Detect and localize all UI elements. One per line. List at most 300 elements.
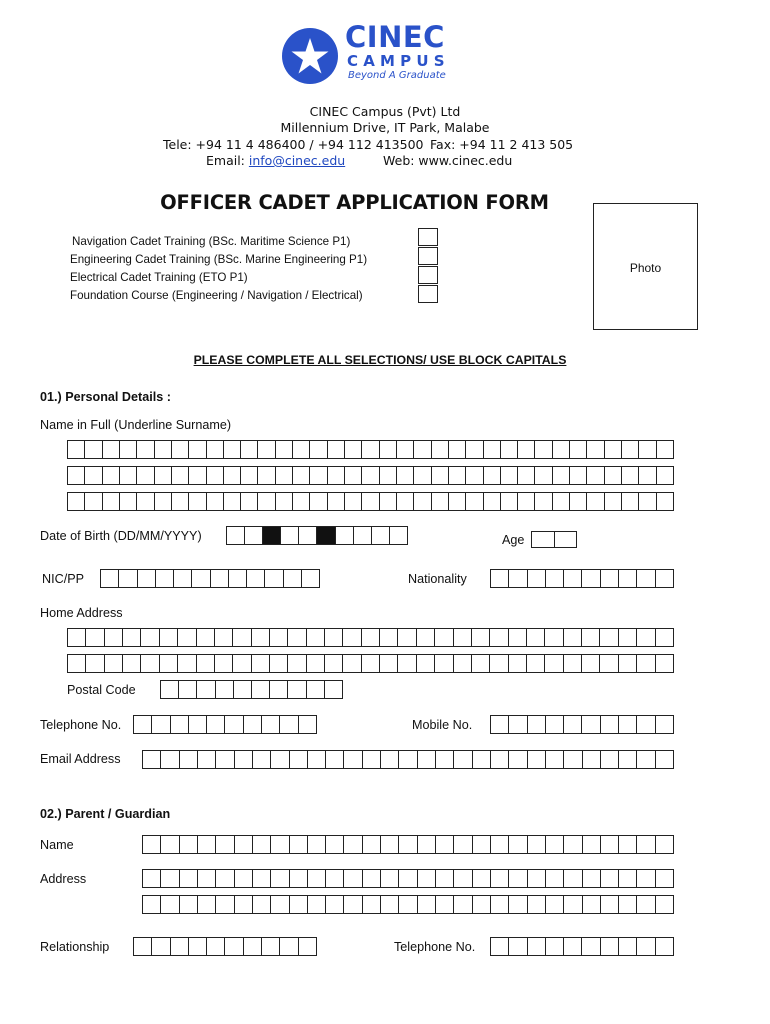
character-cell[interactable] [252, 681, 270, 698]
character-cell[interactable] [657, 467, 673, 484]
character-cell[interactable] [381, 870, 399, 887]
character-cell[interactable] [418, 751, 436, 768]
character-cell[interactable] [435, 629, 453, 646]
character-cell[interactable] [216, 870, 234, 887]
character-cell[interactable] [178, 655, 196, 672]
character-cell[interactable] [290, 870, 308, 887]
character-cell[interactable] [362, 467, 379, 484]
character-cell[interactable] [509, 836, 527, 853]
character-cell[interactable] [271, 896, 289, 913]
character-cell[interactable] [307, 655, 325, 672]
character-cell[interactable] [564, 655, 582, 672]
character-cell[interactable] [363, 870, 381, 887]
character-cell[interactable] [398, 629, 416, 646]
character-cell[interactable] [216, 836, 234, 853]
character-cell[interactable] [466, 441, 483, 458]
character-cell[interactable] [161, 896, 179, 913]
character-cell[interactable] [68, 655, 86, 672]
character-cell[interactable] [509, 751, 527, 768]
character-cell[interactable] [308, 751, 326, 768]
character-cell[interactable] [229, 570, 247, 587]
character-cell[interactable] [527, 655, 545, 672]
character-cell[interactable] [582, 938, 600, 955]
character-cell[interactable] [545, 655, 563, 672]
character-cell[interactable] [491, 836, 509, 853]
character-cell[interactable] [509, 870, 527, 887]
character-cell[interactable] [198, 836, 216, 853]
character-cell[interactable] [155, 441, 172, 458]
character-cell[interactable] [553, 493, 570, 510]
character-cell[interactable] [553, 441, 570, 458]
character-cell[interactable] [637, 896, 655, 913]
character-cell[interactable] [156, 570, 174, 587]
character-cell[interactable] [545, 629, 563, 646]
character-cell[interactable] [160, 655, 178, 672]
character-cell[interactable] [454, 655, 472, 672]
character-cell[interactable] [454, 629, 472, 646]
home-address-line-2[interactable] [67, 654, 674, 673]
character-cell[interactable] [172, 467, 189, 484]
character-cell[interactable] [161, 836, 179, 853]
character-cell[interactable] [161, 751, 179, 768]
character-cell[interactable] [293, 441, 310, 458]
checkbox-electrical[interactable] [418, 266, 438, 284]
character-cell[interactable] [270, 681, 288, 698]
character-cell[interactable] [399, 896, 417, 913]
character-cell[interactable] [293, 493, 310, 510]
character-cell[interactable] [509, 570, 527, 587]
email-link[interactable]: info@cinec.edu [248, 153, 346, 168]
character-cell[interactable] [619, 716, 637, 733]
postal-code-input[interactable] [160, 680, 343, 699]
character-cell[interactable] [227, 527, 245, 544]
character-cell[interactable] [637, 655, 655, 672]
character-cell[interactable] [362, 629, 380, 646]
character-cell[interactable] [299, 527, 317, 544]
character-cell[interactable] [583, 836, 601, 853]
character-cell[interactable] [449, 441, 466, 458]
character-cell[interactable] [637, 938, 655, 955]
character-cell[interactable] [288, 629, 306, 646]
character-cell[interactable] [528, 570, 546, 587]
character-cell[interactable] [414, 493, 431, 510]
character-cell[interactable] [605, 493, 622, 510]
character-cell[interactable] [362, 655, 380, 672]
checkbox-engineering[interactable] [418, 247, 438, 265]
character-cell[interactable] [138, 570, 156, 587]
character-cell[interactable] [601, 836, 619, 853]
character-cell[interactable] [103, 493, 120, 510]
character-cell[interactable] [207, 493, 224, 510]
character-cell[interactable] [241, 493, 258, 510]
parent-address-line-1[interactable] [142, 869, 674, 888]
character-cell[interactable] [253, 751, 271, 768]
character-cell[interactable] [532, 532, 555, 547]
character-cell[interactable] [310, 441, 327, 458]
full-name-line-3[interactable] [67, 492, 674, 511]
character-cell[interactable] [119, 570, 137, 587]
photo-box[interactable] [593, 203, 698, 330]
character-cell[interactable] [582, 570, 600, 587]
character-cell[interactable] [601, 896, 619, 913]
character-cell[interactable] [637, 629, 655, 646]
character-cell[interactable] [197, 681, 215, 698]
full-name-line-1[interactable] [67, 440, 674, 459]
character-cell[interactable] [280, 938, 298, 955]
character-cell[interactable] [189, 493, 206, 510]
character-cell[interactable] [619, 938, 637, 955]
character-cell[interactable] [215, 629, 233, 646]
character-cell[interactable] [546, 751, 564, 768]
character-cell[interactable] [535, 467, 552, 484]
character-cell[interactable] [546, 716, 564, 733]
character-cell[interactable] [535, 441, 552, 458]
character-cell[interactable] [619, 751, 637, 768]
character-cell[interactable] [466, 493, 483, 510]
character-cell[interactable] [284, 570, 302, 587]
character-cell[interactable] [224, 493, 241, 510]
character-cell[interactable] [362, 441, 379, 458]
character-cell[interactable] [134, 938, 152, 955]
checkbox-navigation[interactable] [418, 228, 438, 246]
character-cell[interactable] [656, 836, 673, 853]
character-cell[interactable] [134, 716, 152, 733]
character-cell[interactable] [570, 467, 587, 484]
character-cell[interactable] [308, 870, 326, 887]
character-cell[interactable] [137, 467, 154, 484]
character-cell[interactable] [414, 441, 431, 458]
character-cell[interactable] [454, 836, 472, 853]
character-cell[interactable] [326, 751, 344, 768]
character-cell[interactable] [345, 467, 362, 484]
character-cell[interactable] [390, 527, 407, 544]
character-cell[interactable] [432, 493, 449, 510]
character-cell[interactable] [418, 836, 436, 853]
character-cell[interactable] [343, 655, 361, 672]
character-cell[interactable] [171, 938, 189, 955]
character-cell[interactable] [152, 938, 170, 955]
character-cell[interactable] [328, 467, 345, 484]
character-cell[interactable] [120, 467, 137, 484]
character-cell[interactable] [189, 441, 206, 458]
character-cell[interactable] [207, 441, 224, 458]
checkbox-foundation[interactable] [418, 285, 438, 303]
character-cell[interactable] [398, 655, 416, 672]
character-cell[interactable] [216, 896, 234, 913]
character-cell[interactable] [605, 441, 622, 458]
email-address-input[interactable] [142, 750, 674, 769]
character-cell[interactable] [619, 836, 637, 853]
character-cell[interactable] [601, 938, 619, 955]
character-cell[interactable] [258, 441, 275, 458]
character-cell[interactable] [397, 493, 414, 510]
character-cell[interactable] [490, 655, 508, 672]
character-cell[interactable] [473, 896, 491, 913]
character-cell[interactable] [307, 629, 325, 646]
character-cell[interactable] [247, 570, 265, 587]
character-cell[interactable] [656, 716, 673, 733]
character-cell[interactable] [637, 716, 655, 733]
full-name-line-2[interactable] [67, 466, 674, 485]
character-cell[interactable] [85, 493, 102, 510]
character-cell[interactable] [564, 870, 582, 887]
character-cell[interactable] [564, 751, 582, 768]
character-cell[interactable] [198, 870, 216, 887]
character-cell[interactable] [141, 629, 159, 646]
character-cell[interactable] [491, 896, 509, 913]
character-cell[interactable] [436, 751, 454, 768]
character-cell[interactable] [290, 896, 308, 913]
character-cell[interactable] [215, 655, 233, 672]
character-cell[interactable] [137, 493, 154, 510]
character-cell[interactable] [290, 751, 308, 768]
character-cell[interactable] [155, 493, 172, 510]
character-cell[interactable] [417, 655, 435, 672]
character-cell[interactable] [233, 655, 251, 672]
character-cell[interactable] [509, 629, 527, 646]
character-cell[interactable] [160, 629, 178, 646]
character-cell[interactable] [198, 896, 216, 913]
character-cell[interactable] [308, 836, 326, 853]
character-cell[interactable] [326, 870, 344, 887]
home-address-line-1[interactable] [67, 628, 674, 647]
character-cell[interactable] [509, 716, 527, 733]
character-cell[interactable] [103, 467, 120, 484]
character-cell[interactable] [546, 836, 564, 853]
character-cell[interactable] [172, 441, 189, 458]
character-cell[interactable] [380, 629, 398, 646]
character-cell[interactable] [564, 716, 582, 733]
character-cell[interactable] [120, 441, 137, 458]
age-input[interactable] [531, 531, 577, 548]
character-cell[interactable] [501, 441, 518, 458]
character-cell[interactable] [328, 493, 345, 510]
character-cell[interactable] [288, 655, 306, 672]
character-cell[interactable] [326, 836, 344, 853]
parent-name-input[interactable] [142, 835, 674, 854]
character-cell[interactable] [105, 655, 123, 672]
character-cell[interactable] [656, 938, 673, 955]
character-cell[interactable] [265, 570, 283, 587]
character-cell[interactable] [345, 493, 362, 510]
character-cell[interactable] [484, 467, 501, 484]
character-cell[interactable] [363, 751, 381, 768]
character-cell[interactable] [180, 836, 198, 853]
character-cell[interactable] [570, 493, 587, 510]
character-cell[interactable] [619, 570, 637, 587]
character-cell[interactable] [605, 467, 622, 484]
character-cell[interactable] [290, 836, 308, 853]
character-cell[interactable] [546, 870, 564, 887]
character-cell[interactable] [235, 751, 253, 768]
character-cell[interactable] [281, 527, 299, 544]
character-cell[interactable] [454, 751, 472, 768]
character-cell[interactable] [600, 629, 618, 646]
character-cell[interactable] [180, 751, 198, 768]
character-cell[interactable] [399, 751, 417, 768]
character-cell[interactable] [105, 629, 123, 646]
character-cell[interactable] [601, 570, 619, 587]
parent-telephone-input[interactable] [490, 937, 674, 956]
character-cell[interactable] [484, 493, 501, 510]
character-cell[interactable] [363, 836, 381, 853]
character-cell[interactable] [490, 629, 508, 646]
character-cell[interactable] [622, 441, 639, 458]
character-cell[interactable] [363, 896, 381, 913]
character-cell[interactable] [380, 467, 397, 484]
character-cell[interactable] [85, 441, 102, 458]
character-cell[interactable] [328, 441, 345, 458]
character-cell[interactable] [86, 655, 104, 672]
character-cell[interactable] [582, 629, 600, 646]
character-cell[interactable] [656, 896, 673, 913]
character-cell[interactable] [344, 870, 362, 887]
character-cell[interactable] [343, 629, 361, 646]
character-cell[interactable] [484, 441, 501, 458]
telephone-input[interactable] [133, 715, 317, 734]
character-cell[interactable] [399, 870, 417, 887]
character-cell[interactable] [601, 870, 619, 887]
character-cell[interactable] [258, 493, 275, 510]
character-cell[interactable] [435, 655, 453, 672]
character-cell[interactable] [601, 716, 619, 733]
character-cell[interactable] [216, 681, 234, 698]
character-cell[interactable] [310, 493, 327, 510]
character-cell[interactable] [253, 836, 271, 853]
character-cell[interactable] [501, 493, 518, 510]
character-cell[interactable] [197, 655, 215, 672]
character-cell[interactable] [344, 751, 362, 768]
character-cell[interactable] [564, 570, 582, 587]
character-cell[interactable] [345, 441, 362, 458]
character-cell[interactable] [143, 751, 161, 768]
character-cell[interactable] [601, 751, 619, 768]
character-cell[interactable] [414, 467, 431, 484]
character-cell[interactable] [234, 681, 252, 698]
character-cell[interactable] [432, 467, 449, 484]
nationality-input[interactable] [490, 569, 674, 588]
character-cell[interactable] [381, 896, 399, 913]
character-cell[interactable] [235, 896, 253, 913]
character-cell[interactable] [310, 467, 327, 484]
character-cell[interactable] [518, 493, 535, 510]
character-cell[interactable] [657, 441, 673, 458]
character-cell[interactable] [436, 896, 454, 913]
character-cell[interactable] [307, 681, 325, 698]
character-cell[interactable] [152, 716, 170, 733]
character-cell[interactable] [637, 870, 655, 887]
character-cell[interactable] [174, 570, 192, 587]
character-cell[interactable] [253, 896, 271, 913]
character-cell[interactable] [564, 836, 582, 853]
character-cell[interactable] [622, 493, 639, 510]
character-cell[interactable] [528, 836, 546, 853]
character-cell[interactable] [241, 441, 258, 458]
character-cell[interactable] [244, 716, 262, 733]
character-cell[interactable] [583, 896, 601, 913]
character-cell[interactable] [491, 716, 509, 733]
character-cell[interactable] [600, 655, 618, 672]
character-cell[interactable] [583, 870, 601, 887]
character-cell[interactable] [262, 716, 280, 733]
character-cell[interactable] [258, 467, 275, 484]
character-cell[interactable] [271, 836, 289, 853]
character-cell[interactable] [207, 467, 224, 484]
character-cell[interactable] [252, 629, 270, 646]
character-cell[interactable] [244, 938, 262, 955]
character-cell[interactable] [225, 716, 243, 733]
character-cell[interactable] [582, 716, 600, 733]
character-cell[interactable] [354, 527, 372, 544]
character-cell[interactable] [325, 681, 342, 698]
character-cell[interactable] [192, 570, 210, 587]
character-cell[interactable] [501, 467, 518, 484]
character-cell[interactable] [336, 527, 354, 544]
character-cell[interactable] [473, 836, 491, 853]
dob-input[interactable] [226, 526, 408, 545]
character-cell[interactable] [380, 493, 397, 510]
character-cell[interactable] [180, 896, 198, 913]
character-cell[interactable] [276, 493, 293, 510]
character-cell[interactable] [619, 629, 637, 646]
nic-input[interactable] [100, 569, 320, 588]
character-cell[interactable] [587, 493, 604, 510]
character-cell[interactable] [472, 629, 490, 646]
character-cell[interactable] [656, 629, 673, 646]
character-cell[interactable] [197, 629, 215, 646]
character-cell[interactable] [553, 467, 570, 484]
character-cell[interactable] [546, 896, 564, 913]
character-cell[interactable] [637, 836, 655, 853]
character-cell[interactable] [380, 655, 398, 672]
character-cell[interactable] [180, 870, 198, 887]
character-cell[interactable] [491, 938, 509, 955]
character-cell[interactable] [454, 870, 472, 887]
character-cell[interactable] [535, 493, 552, 510]
character-cell[interactable] [123, 655, 141, 672]
character-cell[interactable] [418, 870, 436, 887]
character-cell[interactable] [555, 532, 577, 547]
character-cell[interactable] [270, 629, 288, 646]
character-cell[interactable] [68, 629, 86, 646]
character-cell[interactable] [276, 467, 293, 484]
character-cell[interactable] [449, 467, 466, 484]
character-cell[interactable] [189, 716, 207, 733]
character-cell[interactable] [293, 467, 310, 484]
character-cell[interactable] [546, 570, 564, 587]
character-cell[interactable] [656, 570, 673, 587]
character-cell[interactable] [619, 655, 637, 672]
relationship-input[interactable] [133, 937, 317, 956]
character-cell[interactable] [207, 938, 225, 955]
character-cell[interactable] [161, 681, 179, 698]
character-cell[interactable] [436, 836, 454, 853]
character-cell[interactable] [619, 896, 637, 913]
character-cell[interactable] [639, 441, 656, 458]
character-cell[interactable] [491, 570, 509, 587]
character-cell[interactable] [527, 629, 545, 646]
character-cell[interactable] [288, 681, 306, 698]
character-cell[interactable] [637, 570, 655, 587]
character-cell[interactable] [155, 467, 172, 484]
character-cell[interactable] [656, 655, 673, 672]
character-cell[interactable] [570, 441, 587, 458]
character-cell[interactable] [253, 870, 271, 887]
character-cell[interactable] [224, 441, 241, 458]
character-cell[interactable] [528, 896, 546, 913]
character-cell[interactable] [252, 655, 270, 672]
character-cell[interactable] [472, 655, 490, 672]
